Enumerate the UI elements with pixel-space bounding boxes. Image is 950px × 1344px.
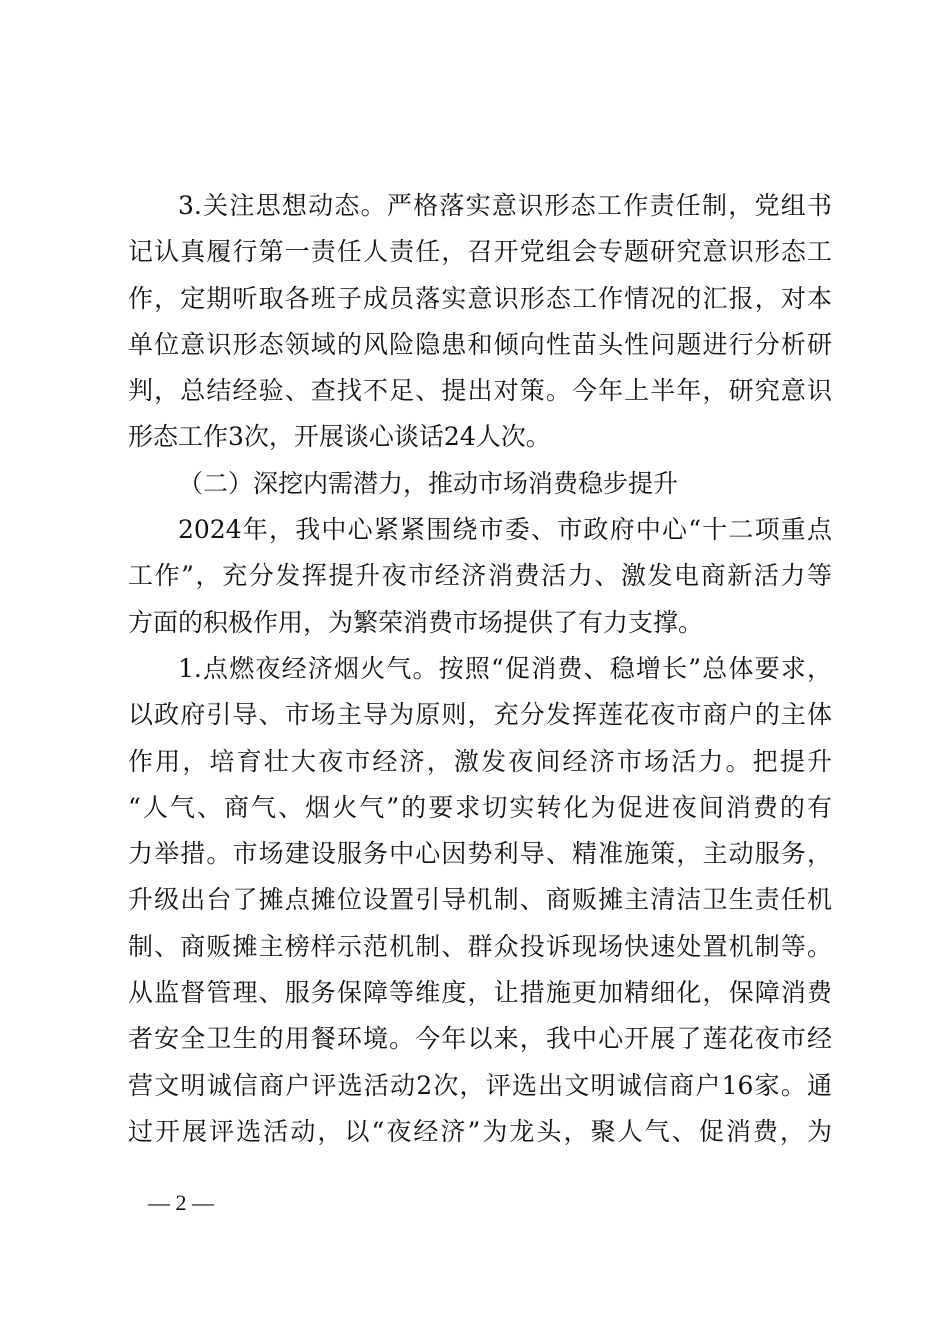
- text-line: 以政府引导、市场主导为原则，充分发挥莲花夜市商户的主体: [128, 700, 832, 730]
- text-line: 单位意识形态领域的风险隐患和倾向性苗头性问题进行分析研: [128, 329, 832, 359]
- text-line: 2024年，我中心紧紧围绕市委、市政府中心“十二项重点: [178, 515, 832, 545]
- text-line: 力举措。市场建设服务中心因势利导、精准施策，主动服务，: [128, 839, 832, 869]
- text-line: 判，总结经验、查找不足、提出对策。今年上半年，研究意识: [128, 376, 832, 406]
- text-line: 升级出台了摊点摊位设置引导机制、商贩摊主清洁卫生责任机: [128, 885, 832, 915]
- text-line: 从监督管理、服务保障等维度，让措施更加精细化，保障消费: [128, 978, 832, 1008]
- text-line: 记认真履行第一责任人责任，召开党组会专题研究意识形态工: [128, 237, 832, 267]
- page-body: [128, 183, 832, 1155]
- section-heading: [128, 461, 832, 507]
- heading-line: （二）深挖内需潜力，推动市场消费稳步提升: [178, 468, 679, 498]
- page-number: — 2 —: [148, 1190, 214, 1215]
- text-line: 工作”，充分发挥提升夜市经济消费活力、激发电商新活力等: [128, 561, 832, 591]
- text-line: 1.点燃夜经济烟火气。按照“促消费、稳增长”总体要求，: [178, 653, 832, 683]
- paragraph-consumption-overview: [128, 507, 832, 646]
- text-line: 过开展评选活动，以“夜经济”为龙头，聚人气、促消费，为: [128, 1116, 832, 1146]
- text-line: 3.关注思想动态。严格落实意识形态工作责任制，党组书: [178, 191, 832, 220]
- text-line: 方面的积极作用，为繁荣消费市场提供了有力支撑。: [128, 607, 704, 637]
- paragraph-night-economy: [128, 646, 832, 1155]
- text-line: “人气、商气、烟火气”的要求切实转化为促进夜间消费的有: [128, 792, 832, 822]
- text-line: 制、商贩摊主榜样示范机制、群众投诉现场快速处置机制等。: [128, 931, 832, 961]
- text-line: 营文明诚信商户评选活动2次，评选出文明诚信商户16家。通: [128, 1070, 832, 1100]
- text-line: 者安全卫生的用餐环境。今年以来，我中心开展了莲花夜市经: [128, 1024, 832, 1054]
- paragraph-ideology-work: [128, 183, 832, 461]
- text-line: 作，定期听取各班子成员落实意识形态工作情况的汇报，对本: [128, 283, 832, 313]
- text-line: 形态工作3次，开展谈心谈话24人次。: [128, 422, 551, 452]
- text-line: 作用，培育壮大夜市经济，激发夜间经济市场活力。把提升: [128, 746, 832, 776]
